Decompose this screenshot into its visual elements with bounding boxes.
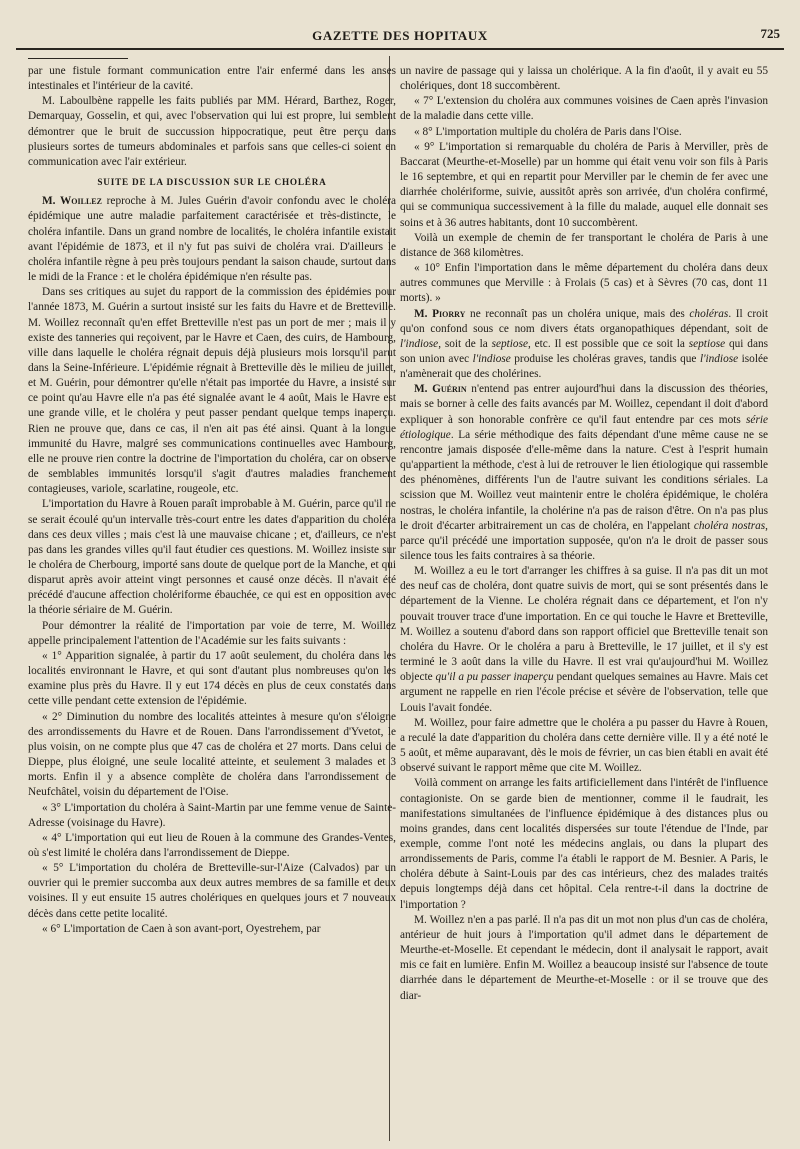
list-item: « 5° L'importation du choléra de Bretteville-sur-l'Aize (Calvados) par un ouvrier qui le premier succomba aux deux autres membres de sa famille et deux voisines. Il y eut ensuite 15 autres cholériques en quelques jours et 7 nouveaux décès dans cette petite localité. [28,862,396,920]
paragraph: M. Woillez n'en a pas parlé. Il n'a pas dit un mot non plus d'un cas de choléra, antérieur de huit jours à l'importation qu'il admet dans le département de Meurthe-et-Moselle. Et cependant le médecin, dont il analysait le rapport, avait mis ce fait en lumière. Enfin M. Woillez a beaucoup insisté sur l'absence de toute diarrhée dans le département de Meurthe-et-Moselle : or il se trouve que des diar- [400,913,768,1002]
section-title: SUITE DE LA DISCUSSION SUR LE CHOLÉRA [97,177,327,188]
paragraph: M. Woillez, pour faire admettre que le choléra a pu passer du Havre à Rouen, a reculé la date d'apparition du choléra dans cette dernière ville. Il y a été noté le 5 août, et même auparavant, dès le mois de février, un cas bien établi en avait été observé suivant le rapport même que cite M. Woillez. [400,716,768,775]
paragraph [400,307,768,383]
text-run: . La série méthodique des faits dépendant d'une même cause ne se rencontre jamais disposée d'elle-même dans la nature. C'est à l'esprit humain qu'appartient la méthode, c'est à lui de retrouver le lien étiologique qui rassemble des phénomènes, différents l'un de l'autre suivant les conditions sériales. La scission que M. Woillez veut maintenir entre le choléra épidémique, le choléra nostras, le choléra infantile, la cholérine n'a pas de raison d'être. On n'a pas plus le droit d'écarter arbitrairement un cas de choléra, en l'appelant [400,428,768,532]
paragraph: Pour démontrer la réalité de l'importation par voie de terre, M. Woillez appelle principalement l'attention de l'Académie sur les faits suivants : [28,619,396,647]
list-item: « 2° Diminution du nombre des localités atteintes à mesure qu'on s'éloigne des arrondissements du Havre et de Rouen. Dans l'arrondissement d'Yvetot, le plus voisin, on ne compte plus que 47 cas de choléra et 27 morts. Dans celui de Dieppe, plus éloigné, une seule localité atteinte, et seulement 3 malades et 3 morts. Enfin il y a absence complète de choléra dans l'arrondissement de Neufchâtel, voisin du département de l'Oise. [28,710,396,799]
italic-term: l'indiose [699,352,739,365]
italic-term: l'indiose [472,352,511,365]
italic-term: série étiologique [400,413,768,441]
top-rule [28,58,128,59]
paragraph-text: reproche à M. Jules Guérin d'avoir confondu avec le choléra épidémique une autre maladie parfaitement caractérisée et très-distincte, le choléra infantile. Dans un grand nombre de localités, le choléra infantile existait avant l'épidémie de 1873, et il n'y fut pas suivi de choléra vrai. D'ailleurs le choléra infantile règne à peu près toujours pendant la saison chaude, surtout dans le midi de la France : et le choléra épidémique n'en résulte pas. [28,195,396,284]
text-run: isolée n'amènerait que des cholérines. [400,352,768,381]
page-number: 725 [760,26,780,41]
paragraph [28,194,396,285]
list-item: « 4° L'importation qui eut lieu de Rouen à la commune des Grandes-Ventes, où s'est limité le choléra dans l'arrondissement de Dieppe. [28,831,396,859]
page-header [16,26,784,50]
paragraph: Voilà comment on arrange les faits artificiellement dans l'intérêt de l'influence contagioniste. On se garde bien de mentionner, comme il le faudrait, les manifestations simultanées de l'influence épidémique à des distances plus ou moins grandes, dans cent localités dispersées sur toute l'étendue de l'Inde, par exemple, comme l'ont noté les médecins anglais, ou dans la plupart des arrondissements de Paris, comme l'a établi le rapport de M. Besnier. A Paris, le choléra débute à Saint-Louis par des cas intérieurs, chez des malades traités depuis longtemps déjà dans cet hôpital. Cela rentre-t-il dans la doctrine de l'importation ? [400,777,768,911]
italic-term: choléra nostras [693,519,766,532]
list-item: « 8° L'importation multiple du choléra de Paris dans l'Oise. [414,125,682,138]
speaker-name: M. Piorry [414,307,466,320]
paragraph [400,564,768,716]
speaker-name: M. Woillez [42,195,102,208]
paragraph: Dans ses critiques au sujet du rapport de la commission des épidémies pour l'année 1873, M. Guérin a surtout insisté sur les faits du Havre et de Bretteville. M. Woillez reconnaît qu'en effet Bretteville n'est pas un port de mer ; mais il y existe des tanneries qui reçoivent, par le Havre et Caen, des cuirs, de Hambourg, ville dans laquelle le choléra régnait depuis déjà plusieurs mois lorsqu'il parut dans la Seine-Inférieure. L'épidémie régnait à Bretteville dès le milieu de juillet, et M. Guérin, pour démontrer qu'elle n'était pas importée du Havre, a insisté sur ce point qu'au Havre elle n'a pas été signalée avant le 4 août, Mais le Havre est une grande ville, et le choléra y peut passer pendant quelque temps inaperçu. Rien ne prouve que, dans ce cas, il n'en ait pas été ainsi. Quant à la longue immunité du Havre, malgré ses communications continuelles avec Hambourg, elle ne prouve rien contre la doctrine de l'importation du choléra, car on observe de semblables immunités lorsqu'il s'agit d'autres maladies franchement contagieuses, variole, scarlatine, rougeole, etc. [28,286,396,496]
paragraph: par une fistule formant communication entre l'air enfermé dans les anses intestinales et l'intérieur de la cavité. [28,65,396,93]
list-item: « 3° L'importation du choléra à Saint-Martin par une femme venue de Sainte-Adresse (voisinage du Havre). [28,801,396,829]
italic-term: septiose [688,337,726,350]
list-item: « 10° Enfin l'importation dans le même département du choléra dans deux autres communes que Merville : à Frolais (5 cas) et à Sèvres (70 cas, dont 11 morts). » [400,262,768,305]
italic-term: choléras [689,307,729,320]
text-run: ne reconnaît pas un choléra unique, mais des [465,307,690,320]
paragraph: M. Laboulbène rappelle les faits publiés par MM. Hérard, Barthez, Roger, Demarquay, Gosselin, et qui, avec l'observation qui lui est propre, lui semblent démontrer que le bruit de succussion hippocratique, peut être perçu dans plusieurs sortes de tumeurs abdominales et parfois sans que celles-ci soient en communication avec l'air extérieur. [28,95,396,168]
text-run: pendant quelques semaines au Havre. Mais cet argument ne rappelle en rien l'école précise et sévère de l'observation, telle que Louis l'avait fondée. [400,671,768,714]
speaker-name: M. Guérin [414,383,467,396]
right-column [400,64,768,1139]
text-run: , etc. Il est possible que ce soit la [527,337,689,350]
list-item: « 7° L'extension du choléra aux communes voisines de Caen après l'invasion de la maladie dans cette ville. [400,95,768,123]
italic-term: qu'il a pu passer inaperçu [435,671,554,684]
text-run: qui dans son union avec [400,337,768,365]
text-run: M. Woillez a eu le tort d'arranger les chiffres à sa guise. Il n'a pas dit un mot des neuf cas de choléra, dont quatre suivis de mort, qui se sont présentés dans le département de la Vienne. Le choléra régnait dans ce département, et l'on n'y pouvait trouver trace d'une importation. En ce qui touche le Havre et Bretteville, M. Woillez a soutenu d'abord dans son rapport officiel que Bretteville tenait son choléra du Havre. Or le choléra a paru à Bretteville, le 17 juillet, et il s'y est terminé le 3 août dans la ville du Havre. Il est vrai qu'aujourd'hui M. Woillez objecte [400,565,768,684]
list-item: « 6° L'importation de Caen à son avant-port, Oyestrehem, par [42,922,321,935]
journal-title: GAZETTE DES HOPITAUX [312,28,488,43]
italic-term: l'indiose [400,337,439,350]
text-run: n'entend pas entrer aujourd'hui dans la discussion des théories, mais se borner à celle des faits avancés par M. Woillez, cependant il doit d'abord expliquer à son honorable confrère ce qu'il faut entendre par ces mots [400,383,768,426]
italic-term: septiose [491,337,528,350]
text-run: . Il croit qu'on confond sous ce nom divers états organopathiques dépendant, soit de [400,307,768,335]
text-run: produise les choléras graves, tandis que [510,352,700,365]
paragraph [400,382,768,564]
left-column [28,64,396,1139]
paragraph: L'importation du Havre à Rouen paraît improbable à M. Guérin, parce qu'il ne se serait écoulé qu'un intervalle très-court entre les dates d'apparition du choléra dans ces deux villes ; mais c'est là une mauvaise chicane ; et, d'ailleurs, ce n'est pas dans les grandes villes qu'il faut étudier ces questions. M. Woillez insiste sur le choléra de Cherbourg, importé sans doute de quelque port de la Manche, et qui disparut après avoir atteint vingt personnes et causé onze décès. Il n'avait été précédé d'aucune affection cholériforme ébauchée, ce qui est en opposition avec la théorie sériaire de M. Guérin. [28,498,396,617]
text-run: , soit de la [438,337,492,350]
text-run: , parce qu'il précédé une importation supposée, qu'on n'a le droit de passer sous silence tous les faits contraires à sa théorie. [400,519,768,562]
list-item: « 9° L'importation si remarquable du choléra de Paris à Merviller, près de Baccarat (Meurthe-et-Moselle) par un homme qui était venu voir son fils à Paris le 16 septembre, et qui en repartit pour Merviller par le chemin de fer avec une diarrhée cholériforme, suivie, aussitôt après son arrivée, d'un choléra confirmé, qui se communiqua successivement à la fille du malade, auquel elle donnait ses soins et à 36 autres habitants, dont 10 succombèrent. [400,140,768,229]
paragraph: un navire de passage qui y laissa un cholérique. A la fin d'août, il y avait eu 55 cholériques, dont 18 succombèrent. [400,65,768,93]
paragraph: Voilà un exemple de chemin de fer transportant le choléra de Paris à une distance de 368 kilomètres. [400,231,768,259]
list-item: « 1° Apparition signalée, à partir du 17 août seulement, du choléra dans les localités environnant le Havre, et qui sont d'autant plus nombreuses qu'on les examine plus près du Havre. Il y eut 174 décès en plus de ceux constatés dans cette ville pendant cette extension de l'épidémie. [28,649,396,708]
